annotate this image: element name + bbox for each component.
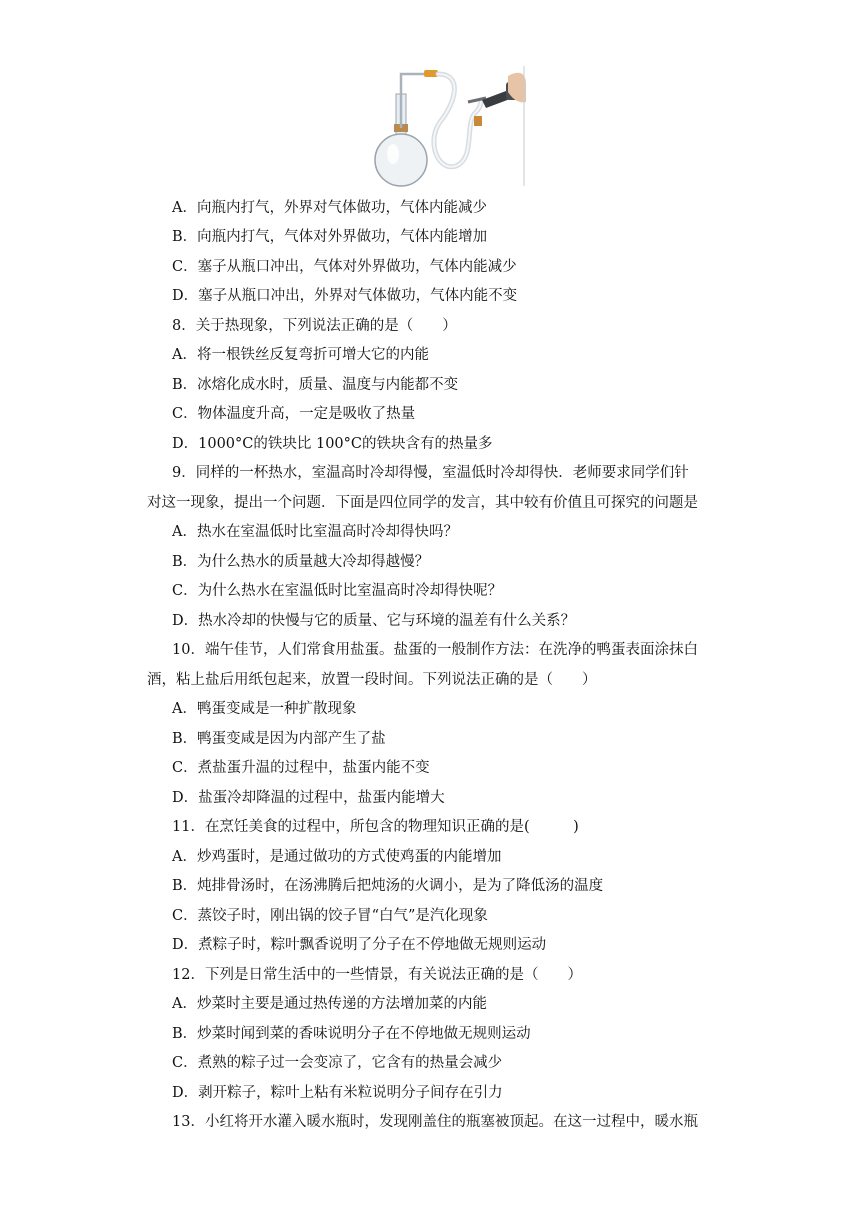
question-9-option-c: C．为什么热水在室温低时比室温高时冷却得快呢？: [172, 583, 503, 599]
question-12-option-c: C．煮熟的粽子过一会变凉了，它含有的热量会减少: [172, 1055, 503, 1071]
question-11-option-b: B．炖排骨汤时，在汤沸腾后把炖汤的火调小，是为了降低汤的温度: [172, 878, 604, 894]
question-11-option-a: A．炒鸡蛋时，是通过做功的方式使鸡蛋的内能增加: [172, 849, 502, 865]
question-12-stem: 12．下列是日常生活中的一些情景，有关说法正确的是（ ）: [172, 967, 582, 983]
question-7-option-c: C．塞子从瓶口冲出，气体对外界做功，气体内能减少: [172, 259, 517, 275]
question-12-option-a: A．炒菜时主要是通过热传递的方法增加菜的内能: [172, 996, 487, 1012]
question-9-option-d: D．热水冷却的快慢与它的质量、它与环境的温差有什么关系？: [172, 613, 576, 629]
question-9-stem-line-2: 对这一现象，提出一个问题．下面是四位同学的发言，其中较有价值且可探究的问题是: [147, 495, 698, 511]
flask-air-pump-figure: [368, 62, 528, 190]
question-8-option-b: B．冰熔化成水时，质量、温度与内能都不变: [172, 377, 459, 393]
question-12-option-d: D．剥开粽子，粽叶上粘有米粒说明分子间存在引力: [172, 1085, 503, 1101]
question-10-option-a: A．鸭蛋变咸是一种扩散现象: [172, 701, 357, 717]
question-7-option-b: B．向瓶内打气，气体对外界做功，气体内能增加: [172, 229, 488, 245]
question-7-option-d: D．塞子从瓶口冲出，外界对气体做功，气体内能不变: [172, 288, 518, 304]
question-8-option-c: C．物体温度升高，一定是吸收了热量: [172, 406, 416, 422]
question-9-option-b: B．为什么热水的质量越大冷却得越慢？: [172, 554, 430, 570]
question-11-option-d: D．煮粽子时，粽叶飘香说明了分子在不停地做无规则运动: [172, 937, 547, 953]
question-8-option-a: A．将一根铁丝反复弯折可增大它的内能: [172, 347, 429, 363]
question-8-option-d: D．1000°C的铁块比 100°C的铁块含有的热量多: [172, 436, 493, 452]
question-10-option-b: B．鸭蛋变咸是因为内部产生了盐: [172, 731, 386, 747]
question-10-stem-line-2: 酒，粘上盐后用纸包起来，放置一段时间。下列说法正确的是（ ）: [147, 672, 597, 688]
question-7-option-a: A．向瓶内打气，外界对气体做功，气体内能减少: [172, 200, 487, 216]
question-10-option-d: D．盐蛋冷却降温的过程中，盐蛋内能增大: [172, 790, 445, 806]
question-10-stem-line-1: 10．端午佳节，人们常食用盐蛋。盐蛋的一般制作方法：在洗净的鸭蛋表面涂抹白: [172, 642, 698, 658]
question-8-stem: 8．关于热现象，下列说法正确的是（ ）: [172, 318, 457, 334]
question-10-option-c: C．煮盐蛋升温的过程中，盐蛋内能不变: [172, 760, 430, 776]
question-9-stem-line-1: 9．同样的一杯热水，室温高时冷却得慢，室温低时冷却得快．老师要求同学们针: [172, 465, 689, 481]
question-11-option-c: C．蒸饺子时，刚出锅的饺子冒“白气”是汽化现象: [172, 908, 488, 924]
question-12-option-b: B．炒菜时闻到菜的香味说明分子在不停地做无规则运动: [172, 1026, 531, 1042]
question-9-option-a: A．热水在室温低时比室温高时冷却得快吗？: [172, 524, 458, 540]
question-13-stem-line-1: 13．小红将开水灌入暖水瓶时，发现刚盖住的瓶塞被顶起。在这一过程中，暖水瓶: [172, 1114, 698, 1130]
question-11-stem: 11．在烹饪美食的过程中，所包含的物理知识正确的是( ): [172, 819, 579, 835]
